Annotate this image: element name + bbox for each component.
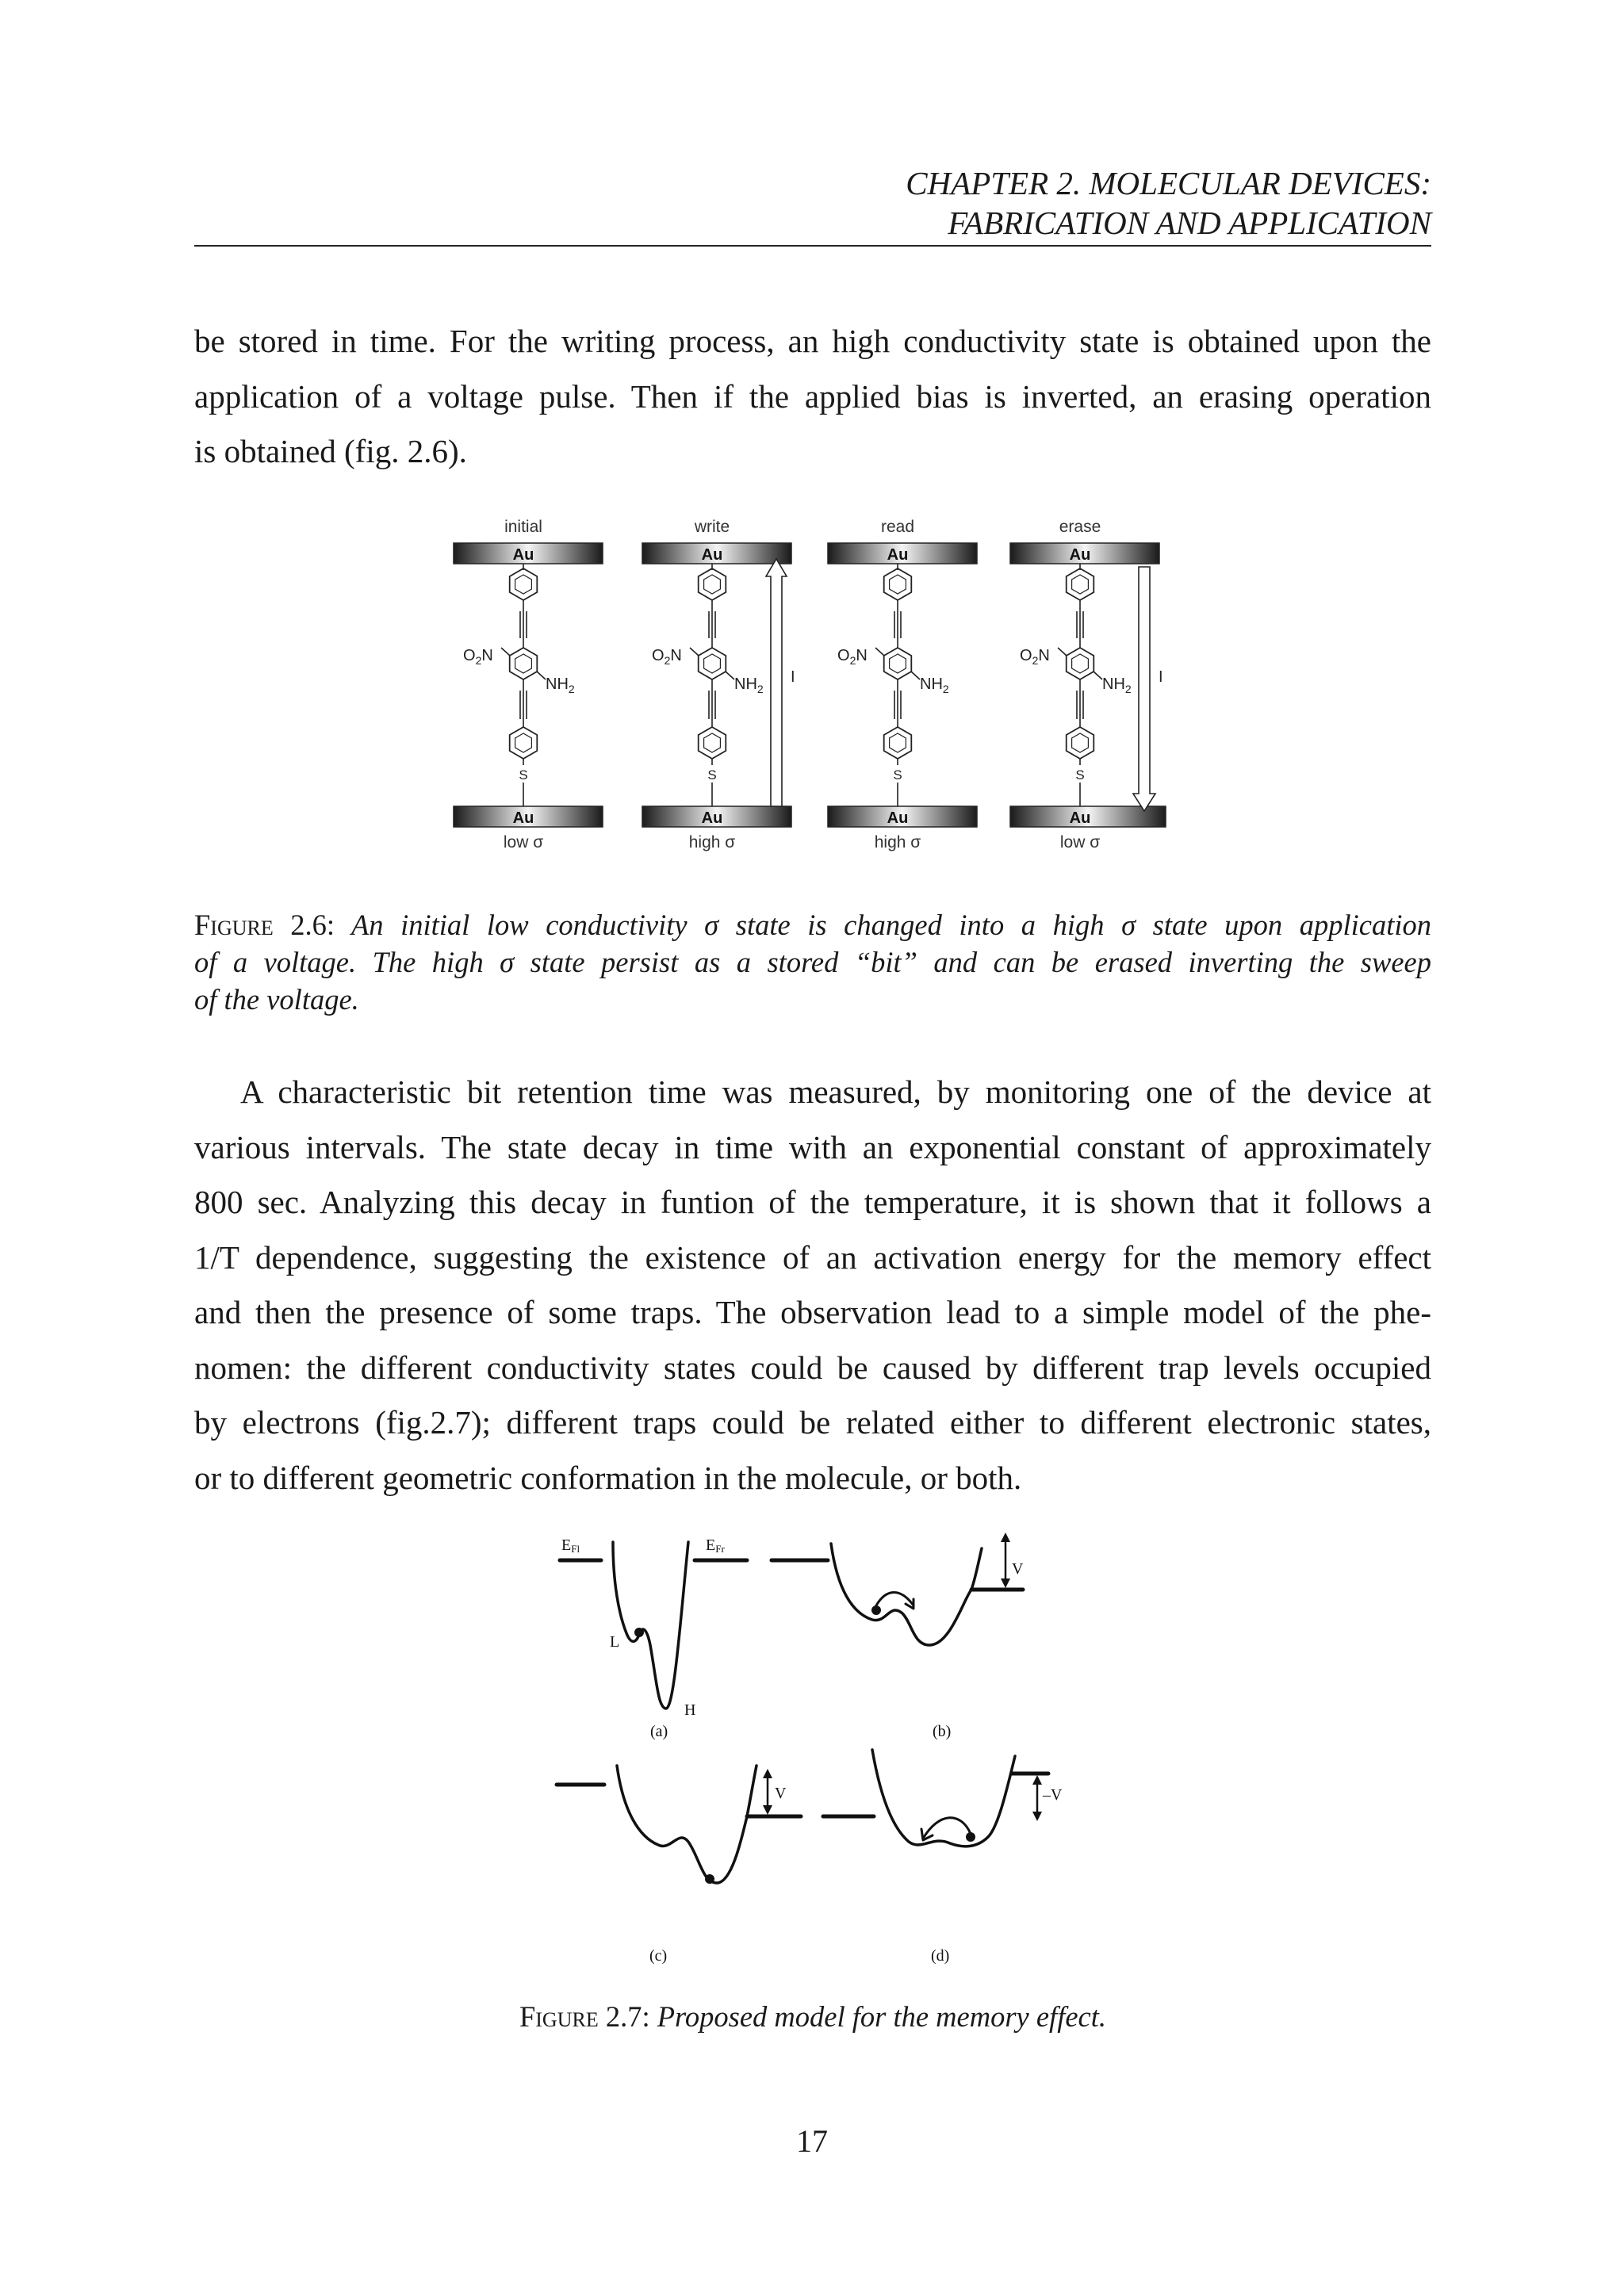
conductivity-label: high σ [874,833,921,851]
molecule-panel-read [828,518,977,851]
central-benzene-ring [884,648,912,679]
electron-dot-d [966,1832,975,1842]
voltage-arrowhead [763,1805,772,1815]
central-benzene-ring-inner [890,654,906,673]
running-header-line1: CHAPTER 2. MOLECULAR DEVICES: [906,165,1431,201]
label-neg-v: –V [1043,1786,1063,1804]
sulfur-label: S [707,767,717,783]
figure-2-6-label: Figure 2.6: [194,909,335,941]
nitro-group-label: $O_2N$ [463,647,493,667]
nitro-group-label: $O_2N$ [1020,647,1050,667]
page-number: 17 [796,2123,828,2159]
paragraph-2-line: or to different geometric conformation in the molecule, or both. [194,1459,1022,1496]
current-arrow-up [766,559,787,806]
electrode-label: Au [701,809,723,827]
electrode-label: Au [887,809,909,827]
potential-well-d [872,1750,1015,1846]
panel-title: initial [504,518,542,536]
nitro-group-label: $O_2N$ [837,647,868,667]
conductivity-label: low σ [1059,833,1101,851]
electrode-label: Au [1069,546,1091,564]
panel-title: read [880,518,915,536]
nitro-bond [501,648,510,656]
voltage-arrowhead [1001,1533,1010,1542]
potential-well-b [831,1544,982,1645]
label-efl: EFl [561,1536,580,1555]
electron-dot-a [634,1628,644,1637]
paragraph-2-line: 800 sec. Analyzing this decay in funtion of the temperature, it is shown that it follows a [194,1184,1431,1220]
caption-text: Proposed model for the memory effect. [649,2000,1107,2033]
label-v: V [775,1785,787,1802]
amine-bond [537,672,546,679]
paragraph-2-line: A characteristic bit retention time was measured, by monitoring one of the device at [240,1073,1431,1110]
paragraph-2-line: 1/T dependence, suggesting the existence of an activation energy for the memory effect [194,1238,1431,1276]
central-benzene-ring [510,648,538,679]
paragraph-1-line: application of a voltage pulse. Then if the applied bias is inverted, an erasing operation [194,377,1431,415]
electrode-label: Au [1069,809,1091,827]
panel-title: write [694,518,730,536]
amine-group-label: $NH_2$ [920,675,949,695]
benzene-ring-inner [890,733,906,752]
current-label: I [791,668,795,686]
hop-arrow-b [876,1593,914,1606]
conductivity-label: high σ [688,833,736,851]
benzene-ring [699,727,726,759]
electrode-label: Au [512,809,534,827]
benzene-ring-inner [1072,733,1089,752]
nitro-bond [1058,648,1067,656]
figure-2-6-caption [194,906,1431,1018]
caption-line [194,906,1431,943]
panel-title: erase [1059,518,1101,536]
benzene-ring-inner [704,575,721,594]
potential-well-c [617,1766,756,1883]
nitro-bond [690,648,699,656]
benzene-ring-inner [515,575,532,594]
amine-group-label: $NH_2$ [734,675,764,695]
figure-2-7 [547,1526,1086,1978]
figure-2-7-label: Figure 2.7: [519,2000,650,2033]
benzene-ring-inner [704,733,721,752]
header-rule [194,245,1431,247]
paragraph-2-line: and then the presence of some traps. The observation lead to a simple model of the phe- [194,1294,1431,1330]
current-arrow-down [1133,567,1155,811]
molecule-panel-erase [1010,518,1166,851]
nitro-group-label: $O_2N$ [652,647,682,667]
label-v: V [1012,1560,1024,1578]
electron-dot-c [705,1874,714,1884]
sublabel-a: (a) [650,1723,668,1740]
sublabel-c: (c) [649,1947,668,1965]
sublabel-b: (b) [933,1723,952,1740]
nitro-bond [875,648,884,656]
label-l: L [610,1633,620,1651]
paragraph-2-line: by electrons (fig.2.7); different traps could be related either to different electronic states, [194,1404,1431,1441]
conductivity-label: low σ [503,833,544,851]
benzene-ring [884,568,912,600]
potential-well-a [613,1542,688,1709]
electrode-label: Au [887,546,909,564]
label-h: H [684,1701,696,1719]
sulfur-label: S [1075,767,1085,783]
sulfur-label: S [893,767,902,783]
figure-2-7-caption [194,1998,1431,2035]
central-benzene-ring [1067,648,1094,679]
paragraph-1-line: is obtained (fig. 2.6). [194,433,467,469]
electron-dot-b [871,1605,881,1615]
current-label: I [1159,668,1163,686]
amine-bond [911,672,920,679]
electrode-label: Au [701,546,723,564]
benzene-ring-inner [1072,575,1089,594]
caption-text: An initial low conductivity σ state is changed into a high σ state upon application [335,909,1431,941]
central-benzene-ring-inner [1072,654,1089,673]
caption-line: of the voltage. [194,983,359,1016]
amine-bond [1094,672,1102,679]
benzene-ring [510,568,538,600]
sublabel-d: (d) [931,1947,950,1965]
electrode-label: Au [512,546,534,564]
paragraph-2-line: various intervals. The state decay in time with an exponential constant of approximately [194,1128,1431,1165]
benzene-ring [510,727,538,759]
figure-2-6 [444,511,1189,868]
paragraph-1-line: be stored in time. For the writing process, an high conductivity state is obtained upon the [194,323,1431,359]
paragraph-2-line: nomen: the different conductivity states could be caused by different trap levels occupied [194,1349,1431,1386]
sulfur-label: S [519,767,528,783]
central-benzene-ring-inner [515,654,532,673]
benzene-ring-inner [890,575,906,594]
voltage-arrowhead [1001,1578,1010,1588]
benzene-ring [699,568,726,600]
central-benzene-ring [699,648,726,679]
molecule-panel-write [642,518,795,851]
voltage-arrowhead [763,1769,772,1778]
central-benzene-ring-inner [704,654,721,673]
voltage-arrowhead [1032,1775,1042,1785]
amine-group-label: $NH_2$ [1102,675,1132,695]
molecule-panel-initial [454,518,603,851]
benzene-ring [1067,568,1094,600]
caption-line: of a voltage. The high σ state persist as a stored “bit” and can be erased inverting the sweep [194,946,1431,978]
benzene-ring [884,727,912,759]
voltage-arrowhead [1032,1812,1042,1821]
label-efr: EFr [706,1536,725,1555]
amine-group-label: $NH_2$ [546,675,575,695]
running-header [194,163,1431,243]
amine-bond [726,672,734,679]
benzene-ring [1067,727,1094,759]
paragraph-1 [194,314,1431,480]
paragraph-2 [194,1065,1431,1506]
running-header-line2: FABRICATION AND APPLICATION [948,205,1431,241]
benzene-ring-inner [515,733,532,752]
